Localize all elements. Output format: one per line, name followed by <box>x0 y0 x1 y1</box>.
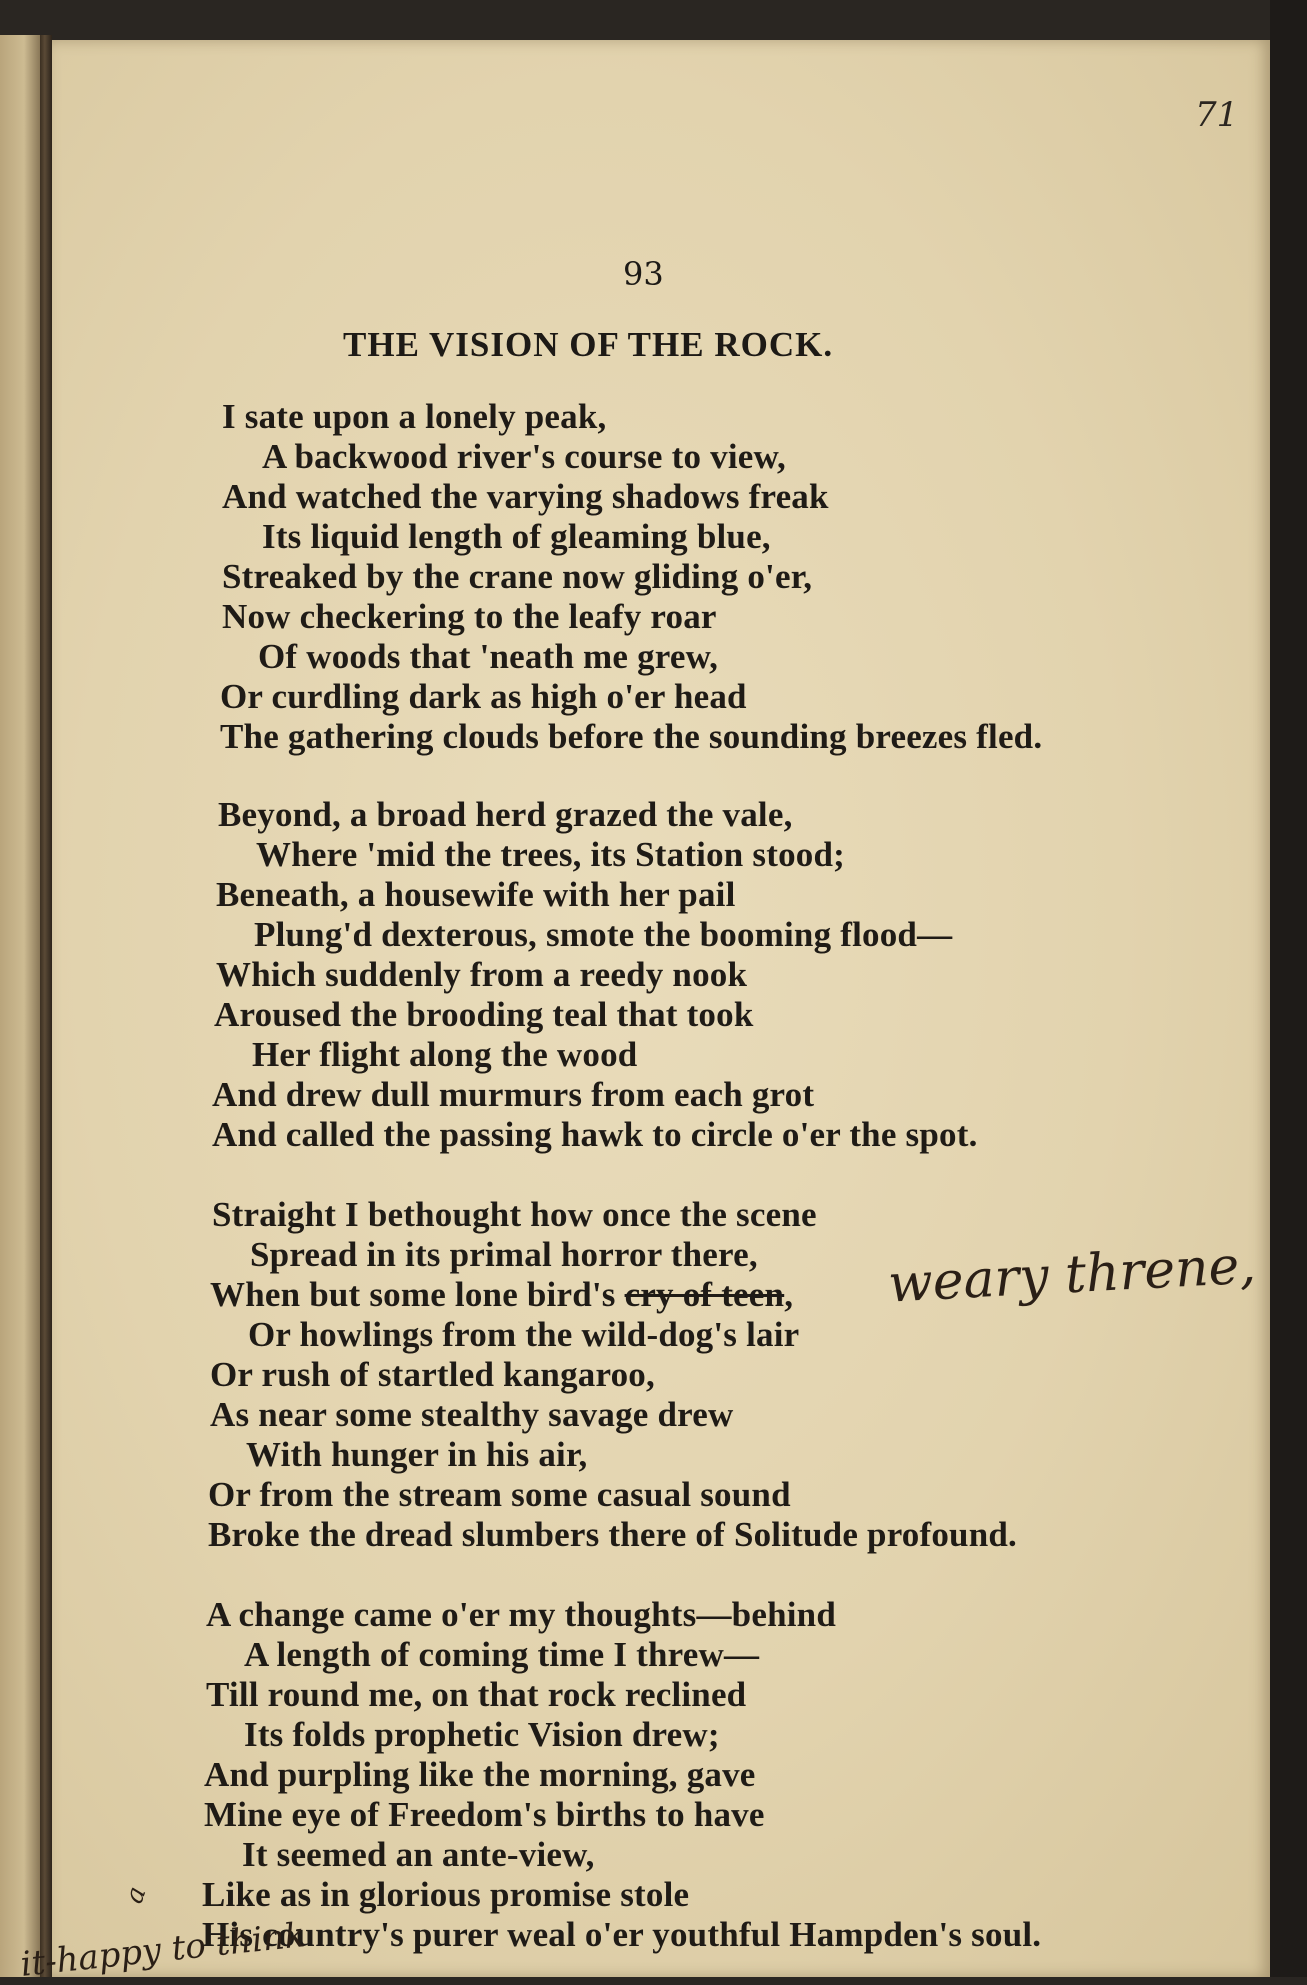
archive-folio-number: 71 <box>1195 95 1239 135</box>
poem-line-text: When but some lone bird's <box>210 1275 616 1314</box>
poem-line: Its liquid length of gleaming blue, <box>262 517 771 556</box>
poem-line: Or curdling dark as high o'er head <box>220 677 747 716</box>
poem-line: Till round me, on that rock reclined <box>206 1675 747 1714</box>
poem-line: And watched the varying shadows freak <box>222 477 829 516</box>
poem-line: As near some stealthy savage drew <box>210 1395 734 1434</box>
poem-line: I sate upon a lonely peak, <box>222 397 607 436</box>
poem-line: A length of coming time I threw— <box>244 1635 760 1674</box>
poem-line: Beyond, a broad herd grazed the vale, <box>218 795 793 834</box>
poem-line: Where 'mid the trees, its Station stood; <box>256 835 846 874</box>
poem-line: The gathering clouds before the sounding breezes fled. <box>220 717 1043 756</box>
margin-handwritten-note: it-happy to think <box>18 1915 307 1985</box>
poem-line: Spread in its primal horror there, <box>250 1235 758 1274</box>
poem-line: Aroused the brooding teal that took <box>214 995 754 1034</box>
poem-line: Now checkering to the leafy roar <box>222 597 717 636</box>
margin-handwritten-mark: a <box>119 1882 153 1908</box>
page-number: 93 <box>623 255 664 293</box>
poem-line: Or from the stream some casual sound <box>208 1475 791 1514</box>
poem-line: Of woods that 'neath me grew, <box>258 637 719 676</box>
book-gutter <box>40 35 52 1977</box>
struck-trailing-comma: , <box>784 1275 794 1314</box>
poem-line: Which suddenly from a reedy nook <box>216 955 748 994</box>
poem-line: A backwood river's course to view, <box>262 437 786 476</box>
poem-line: Its folds prophetic Vision drew; <box>244 1715 720 1754</box>
poem-line: Plung'd dexterous, smote the booming flood— <box>254 915 953 954</box>
poem-line: Broke the dread slumbers there of Solitude profound. <box>208 1515 1017 1554</box>
poem-line: His country's purer weal o'er youthful Hampden's soul. <box>202 1915 1042 1954</box>
poem-line-with-correction <box>210 1275 793 1315</box>
handwritten-correction: weary threne, <box>886 1235 1258 1315</box>
poem-line: Straight I bethought how once the scene <box>212 1195 817 1234</box>
poem-line: Or howlings from the wild-dog's lair <box>248 1315 800 1354</box>
poem-line: With hunger in his air, <box>246 1435 588 1474</box>
poem-line: It seemed an ante-view, <box>242 1835 595 1874</box>
poem-line: A change came o'er my thoughts—behind <box>206 1595 836 1634</box>
poem-line: Mine eye of Freedom's births to have <box>204 1795 765 1834</box>
poem-line: Beneath, a housewife with her pail <box>216 875 736 914</box>
poem-line: Her flight along the wood <box>252 1035 638 1074</box>
struck-through-text: cry of teen <box>624 1275 785 1314</box>
scan-background <box>1270 0 1307 1977</box>
poem-title: THE VISION OF THE ROCK. <box>343 325 834 364</box>
poem-line: And drew dull murmurs from each grot <box>212 1075 815 1114</box>
poem-line: Streaked by the crane now gliding o'er, <box>222 557 813 596</box>
poem-line: Or rush of startled kangaroo, <box>210 1355 655 1394</box>
poem-line: And purpling like the morning, gave <box>204 1755 756 1794</box>
poem-line: Like as in glorious promise stole <box>202 1875 690 1914</box>
poem-line: And called the passing hawk to circle o'er the spot. <box>212 1115 978 1154</box>
facing-page-edge <box>0 35 40 1977</box>
